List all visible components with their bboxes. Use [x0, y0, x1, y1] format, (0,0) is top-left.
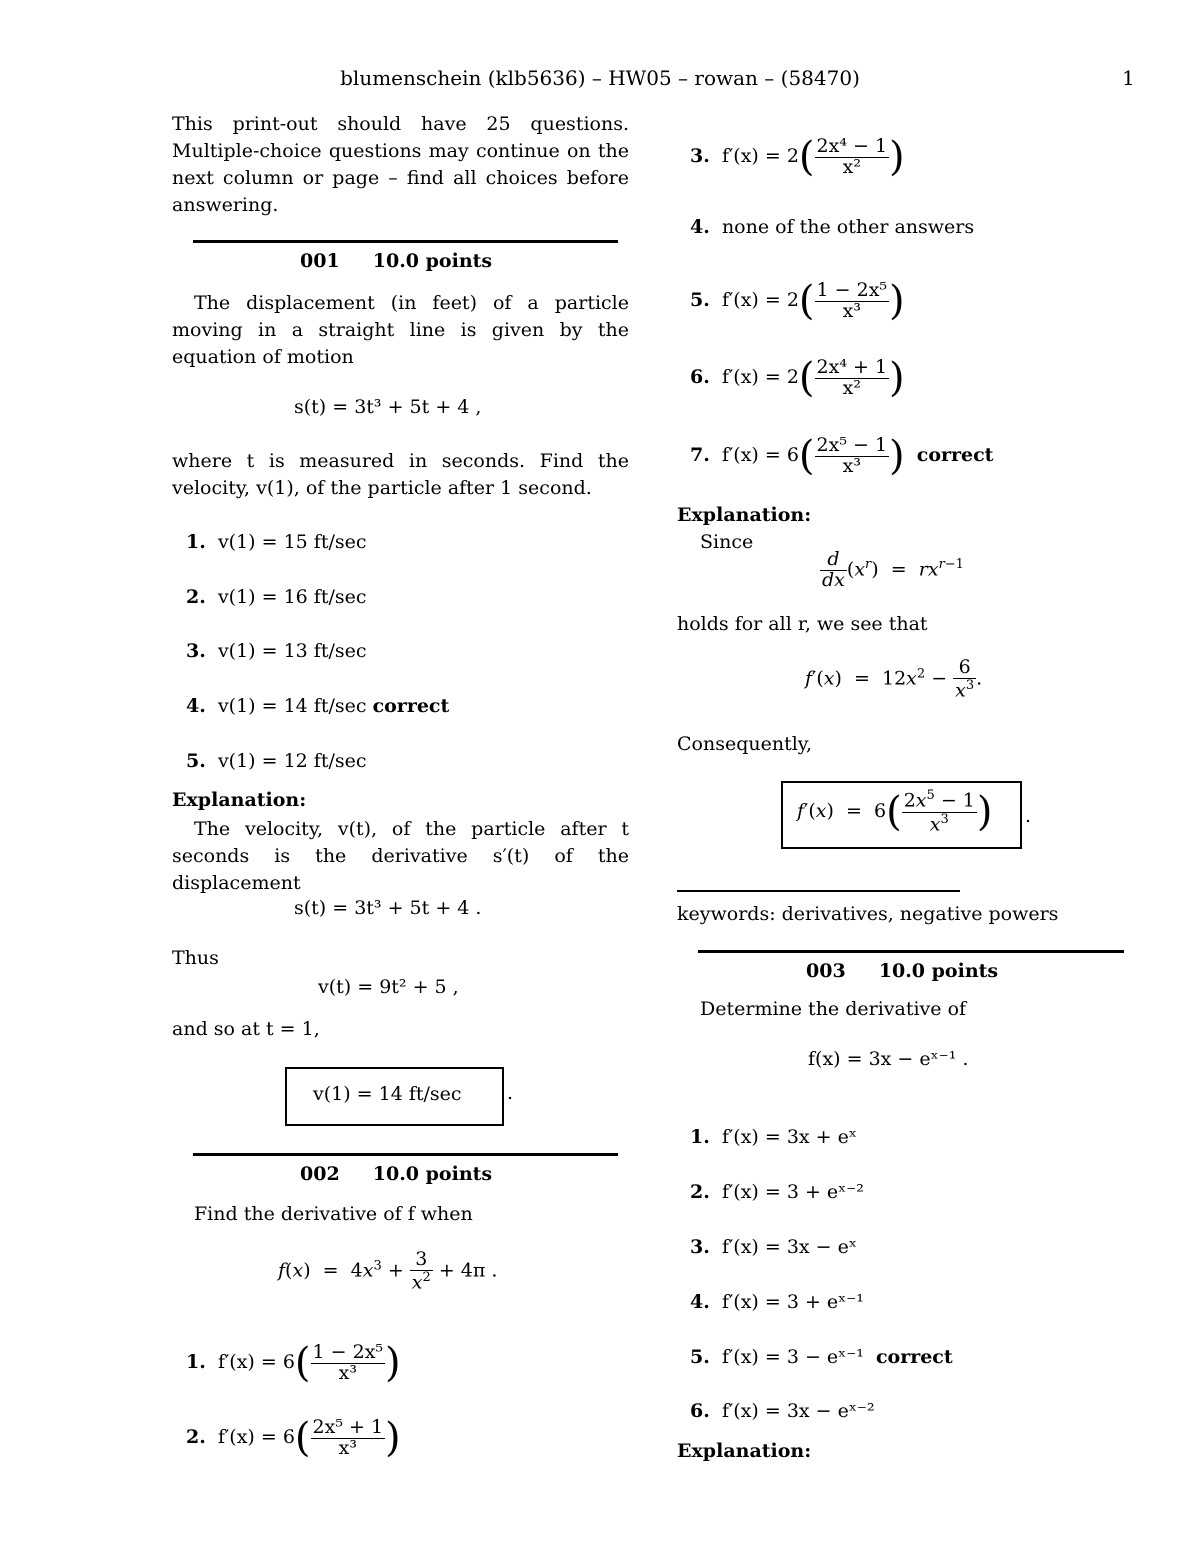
- q1-choice[interactable]: [186, 640, 367, 662]
- choice-text: f′(x) = 3x − eˣ⁻²: [721, 1400, 875, 1422]
- q2-choice[interactable]: 1. f′(x) = 6( $\frac{\text{1 − 2x⁵}}{\text{x³}}$ ): [186, 1340, 401, 1386]
- choice-text: v(1) = 14 ft/sec: [217, 695, 367, 717]
- choice-number: 3.: [186, 640, 206, 662]
- question-number: 003: [806, 960, 846, 982]
- choice-number: 1.: [186, 531, 206, 553]
- fraction-denominator: x³: [842, 299, 861, 322]
- q2-equation: $f(x) = 4x^3$ + $\frac{3}{x^2}$ + 4π .: [278, 1248, 498, 1294]
- q2-choice[interactable]: 6. f′(x) = 2( $\frac{\text{2x⁴ + 1}}{\text{x²}}$ ): [690, 355, 905, 401]
- q3-prompt: Determine the derivative of: [700, 998, 967, 1020]
- q3-explanation-label: Explanation:: [677, 1440, 812, 1462]
- question-number: 001: [300, 250, 340, 272]
- question-divider: [698, 950, 1124, 953]
- question-points: 10.0 points: [372, 250, 493, 272]
- fraction-denominator: x²: [842, 376, 861, 399]
- fraction-numerator: 2x⁵ − 1: [816, 433, 888, 456]
- choice-text: f′(x) = 3 + eˣ⁻²: [721, 1181, 864, 1203]
- q2-choice[interactable]: 3. f′(x) = 2( $\frac{\text{2x⁴ − 1}}{\text{x²}}$ ): [690, 134, 905, 180]
- q3-choice[interactable]: [690, 1291, 864, 1313]
- choice-text: v(1) = 12 ft/sec: [217, 750, 367, 772]
- q2-keywords: keywords: derivatives, negative powers: [677, 903, 1059, 925]
- page-header: blumenschein (klb5636) – HW05 – rowan – (58470): [340, 66, 860, 90]
- q1-boxed-answer: [285, 1067, 504, 1126]
- q1-and-so: and so at t = 1,: [172, 1018, 320, 1040]
- q1-equation: s(t) = 3t³ + 5t + 4 ,: [294, 396, 482, 418]
- fraction-numerator: 1 − 2x⁵: [312, 1340, 384, 1363]
- choice-number: 2.: [186, 586, 206, 608]
- choice-text: f′(x) = 3 − eˣ⁻¹: [721, 1346, 864, 1368]
- fraction-numerator: 2x⁴ + 1: [816, 355, 888, 378]
- choice-text: f′(x) = 3 + eˣ⁻¹: [721, 1291, 864, 1313]
- choice-number: 6.: [690, 366, 710, 388]
- choice-number: 5.: [186, 750, 206, 772]
- q2-choice[interactable]: 5. f′(x) = 2( $\frac{\text{1 − 2x⁵}}{\text{x³}}$ ): [690, 278, 905, 324]
- q3-choice[interactable]: [690, 1346, 953, 1368]
- question-001-header: [300, 250, 492, 272]
- q3-equation: f(x) = 3x − eˣ⁻¹ .: [808, 1048, 969, 1070]
- q1-thus: Thus: [172, 947, 219, 969]
- q2-choice[interactable]: 2. f′(x) = 6( $\frac{\text{2x⁵ + 1}}{\text{x³}}$ ): [186, 1415, 401, 1461]
- boxed-period: .: [1025, 805, 1032, 827]
- question-divider: [193, 1153, 618, 1156]
- page-number: 1: [1122, 66, 1135, 90]
- choice-number: 4.: [690, 216, 710, 238]
- q2-choice[interactable]: [690, 216, 974, 238]
- choice-number: 2.: [186, 1426, 206, 1448]
- boxed-answer-text: f′(x) = 6( $\frac{2x^5 - 1}{x^3}$ ): [797, 788, 993, 835]
- choice-lhs: f′(x) = 2: [721, 289, 799, 311]
- fraction-denominator: x²: [842, 155, 861, 178]
- question-divider: [193, 240, 618, 243]
- q2-prompt: Find the derivative of f when: [194, 1203, 473, 1225]
- q2-boxed-answer: [781, 781, 1022, 849]
- choice-number: 1.: [186, 1351, 206, 1373]
- choice-number: 5.: [690, 289, 710, 311]
- choice-text: v(1) = 15 ft/sec: [217, 531, 367, 553]
- q1-choice[interactable]: [186, 750, 367, 772]
- q2-explanation-label: Explanation:: [677, 504, 812, 526]
- fraction-numerator: 1 − 2x⁵: [816, 278, 888, 301]
- boxed-period: .: [507, 1082, 514, 1104]
- question-points: 10.0 points: [878, 960, 999, 982]
- q1-explanation-text: The velocity, v(t), of the particle after t seconds is the derivative s′(t) of the displacement: [172, 818, 629, 894]
- question-003-header: [806, 960, 998, 982]
- choice-text: v(1) = 16 ft/sec: [217, 586, 367, 608]
- choice-lhs: f′(x) = 6: [217, 1426, 295, 1448]
- choice-number: 4.: [186, 695, 206, 717]
- choice-lhs: f′(x) = 2: [721, 366, 799, 388]
- q2-power-rule: $\frac{d}{dx}$ $(x^r) = rx^{r-1}$: [822, 548, 964, 591]
- q3-choice[interactable]: [690, 1400, 875, 1422]
- question-number: 002: [300, 1163, 340, 1185]
- fraction-denominator: x³: [338, 1436, 357, 1459]
- intro-text: This print-out should have 25 questions. Multiple-choice questions may continue on the next column or page – find all choices before answering.: [172, 113, 629, 216]
- fraction-denominator: x³: [338, 1361, 357, 1384]
- q1-velocity-equation: v(t) = 9t² + 5 ,: [318, 976, 459, 998]
- q1-explanation-label: Explanation:: [172, 789, 307, 811]
- choice-text: v(1) = 13 ft/sec: [217, 640, 367, 662]
- choice-number: 4.: [690, 1291, 710, 1313]
- q3-choice[interactable]: [690, 1236, 857, 1258]
- boxed-answer-text: v(1) = 14 ft/sec: [313, 1083, 462, 1105]
- fraction-numerator: 2x⁴ − 1: [816, 134, 888, 157]
- q2-holds: holds for all r, we see that: [677, 613, 928, 635]
- keywords-divider: [677, 890, 960, 892]
- choice-lhs: f′(x) = 2: [721, 145, 799, 167]
- choice-number: 1.: [690, 1126, 710, 1148]
- question-points: 10.0 points: [372, 1163, 493, 1185]
- q1-prompt: The displacement (in feet) of a particle moving in a straight line is given by the equation of motion: [172, 292, 629, 368]
- choice-number: 5.: [690, 1346, 710, 1368]
- fraction-denominator: x³: [842, 454, 861, 477]
- correct-marker: correct: [875, 1346, 953, 1368]
- q3-choice[interactable]: [690, 1126, 857, 1148]
- q1-choice[interactable]: [186, 695, 449, 717]
- question-002-header: [300, 1163, 492, 1185]
- q1-explanation-equation: s(t) = 3t³ + 5t + 4 .: [294, 897, 482, 919]
- choice-number: 7.: [690, 444, 710, 466]
- q2-consequently: Consequently,: [677, 733, 813, 755]
- correct-marker: correct: [372, 695, 450, 717]
- q2-since: Since: [700, 531, 754, 553]
- q2-derivative: $f'(x) = 12x^2$ − $\frac{6}{x^3}$ .: [805, 656, 983, 702]
- choice-lhs: f′(x) = 6: [721, 444, 799, 466]
- correct-marker: correct: [916, 444, 994, 466]
- choice-number: 3.: [690, 145, 710, 167]
- choice-text: f′(x) = 3x − eˣ: [721, 1236, 857, 1258]
- q1-choice[interactable]: [186, 586, 367, 608]
- fraction-numerator: 2x⁵ + 1: [312, 1415, 384, 1438]
- choice-number: 6.: [690, 1400, 710, 1422]
- q1-choice[interactable]: [186, 531, 367, 553]
- choice-number: 2.: [690, 1181, 710, 1203]
- choice-text: f′(x) = 3x + eˣ: [721, 1126, 857, 1148]
- q3-choice[interactable]: [690, 1181, 864, 1203]
- choice-text: none of the other answers: [721, 216, 975, 238]
- q2-choice[interactable]: 7. f′(x) = 6( $\frac{\text{2x⁵ − 1}}{\text{x³}}$ ) correct: [690, 433, 994, 479]
- q1-prompt-continued: where t is measured in seconds. Find the velocity, v(1), of the particle after 1 second.: [172, 450, 629, 499]
- choice-number: 3.: [690, 1236, 710, 1258]
- choice-lhs: f′(x) = 6: [217, 1351, 295, 1373]
